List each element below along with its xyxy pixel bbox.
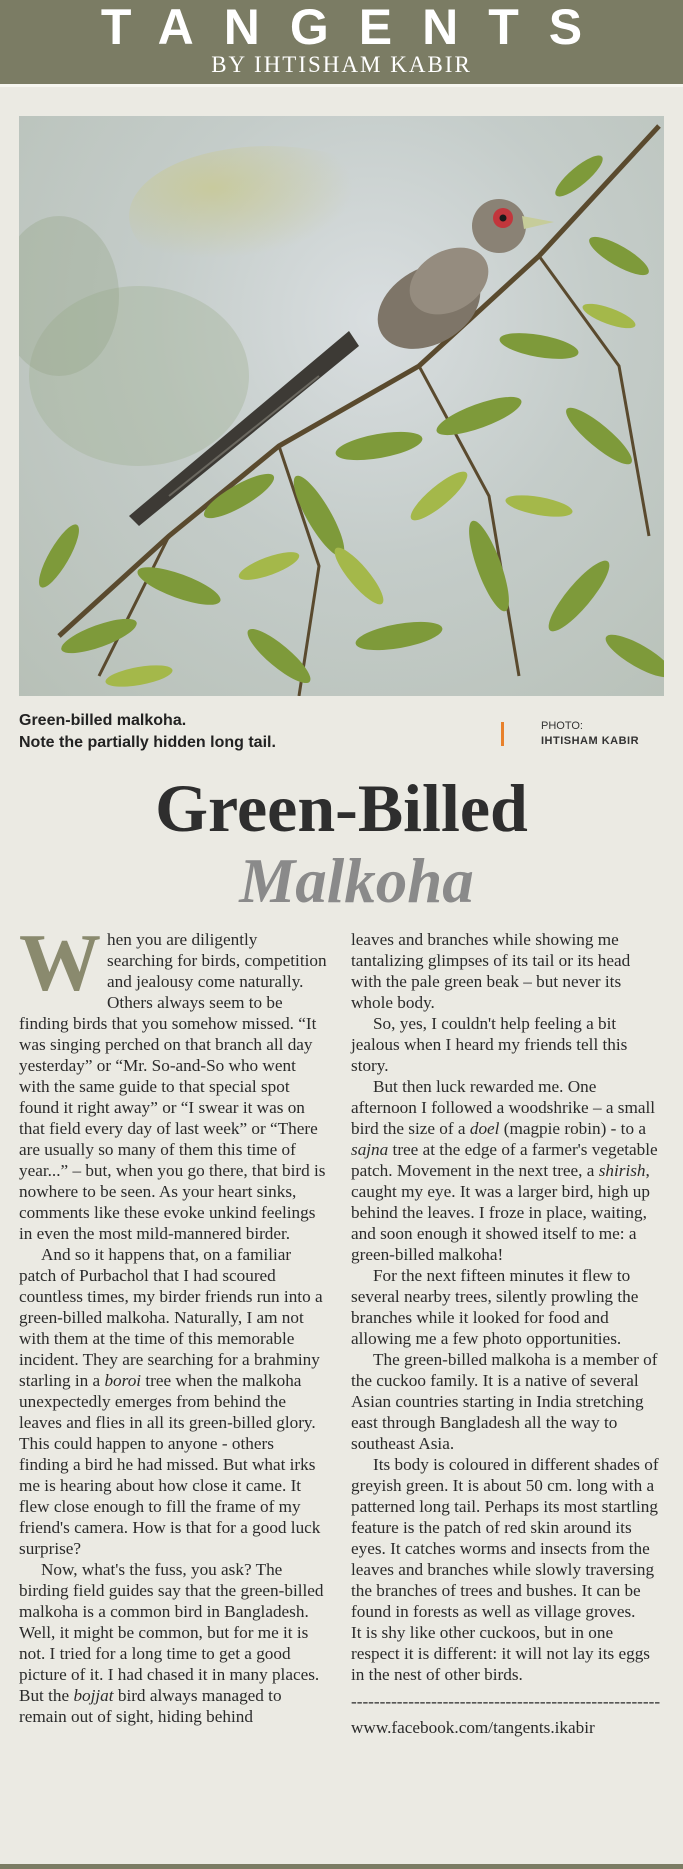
paragraph: So, yes, I couldn't help feeling a bit jealous when I heard my friends tell this story. bbox=[351, 1014, 628, 1075]
article-title: Green-Billed bbox=[155, 770, 528, 846]
paragraph: When you are diligently searching for birds, competition and jealousy come naturally. Others always seem to be finding birds that you somehow missed. “It was singing perched on that branch all day yesterday” or “Mr. So-and-So who went with the same guide to that special spot found it right away” or “I swear it was on that field every day of last week” or “There are usually so many of them this time of year...” – but, when you go there, that bird is nowhere to be seen. As your heart sinks, comments like these evoke unkind feelings in even the most mild-mannered birder. bbox=[19, 917, 327, 1243]
footer-bar bbox=[0, 1864, 683, 1869]
caption-line-1: Green-billed malkoha. bbox=[19, 712, 187, 729]
paragraph: It is shy like other cuckoos, but in one respect it is different: it will not lay its eggs in the nest of other birds. bbox=[351, 1623, 650, 1684]
paragraph: leaves and branches while showing me tantalizing glimpses of its tail or its head with the pale green beak – but never its whole body. bbox=[351, 930, 631, 1012]
paragraph: Now, what's the fuss, you ask? The birding field guides say that the green-billed malkoha is a common bird in Bangladesh. Well, it might be common, but for me it is not. I tried for a long time to get a good picture of it. I had chased it in many places. But the bojjat bird always managed to remain out of sight, hiding behind bbox=[19, 1560, 324, 1726]
paragraph: And so it happens that, on a familiar patch of Purbachol that I had scoured countless times, my birder friends run into a green-billed malkoha. Naturally, I am not with them at the time of this memorable incident. They are searching for a brahminy starling in a boroi tree when the malkoha unexpectedly emerges from behind the leaves and flies in all its green-billed glory. This could happen to anyone - others finding a bird he had missed. But what irks me is hearing about how close it came. It flew close enough to fill the frame of my friend's camera. How is that for a good luck surprise? bbox=[19, 1245, 323, 1558]
paragraph: But then luck rewarded me. One afternoon I followed a woodshrike – a small bird the size of a doel (magpie robin) - to a sajna tree at the edge of a farmer's vegetable patch. Movement in the next tree, a shirish, caught my eye. It was a larger bird, high up behind the leaves. I froze in place, waiting, and soon enough it showed itself to me: a green-billed malkoha! bbox=[351, 1077, 658, 1264]
divider-dashes: ------------------------------------------------------ bbox=[351, 1692, 661, 1711]
column-title: TANGENTS bbox=[100, 0, 613, 55]
drop-cap: W bbox=[19, 917, 101, 1008]
paragraph: The green-billed malkoha is a member of the cuckoo family. It is a native of several Asian countries starting in India stretching east through Bangladesh all the way to southeast Asia. bbox=[351, 1350, 658, 1453]
credit-name: IHTISHAM KABIR bbox=[541, 735, 640, 747]
photo-caption bbox=[19, 710, 459, 754]
masthead bbox=[0, 0, 683, 84]
facebook-link[interactable]: www.facebook.com/tangents.ikabir bbox=[351, 1718, 595, 1737]
bird-photo bbox=[19, 116, 664, 696]
malkoha-photo-illustration bbox=[19, 116, 664, 696]
masthead-rule bbox=[0, 84, 683, 87]
article-subtitle: Malkoha bbox=[239, 846, 474, 916]
photo-credit bbox=[541, 719, 639, 749]
credit-label: PHOTO: bbox=[541, 720, 583, 732]
credit-accent-bar bbox=[501, 722, 504, 746]
paragraph: For the next fifteen minutes it flew to several nearby trees, silently prowling the branches while it looked for food and allowing me a few photo opportunities. bbox=[351, 1266, 639, 1348]
caption-line-2: Note the partially hidden long tail. bbox=[19, 734, 276, 751]
column-byline: BY IHTISHAM KABIR bbox=[211, 52, 472, 77]
article-column-left bbox=[19, 917, 327, 1727]
article-column-right bbox=[351, 929, 663, 1738]
paragraph: Its body is coloured in different shades of greyish green. It is about 50 cm. long with a patterned long tail. Perhaps its most startling feature is the patch of red skin around its eyes. It catches worms and insects from the leaves and branches while slowly traversing the branches of trees and bushes. It can be found in forests as well as village groves. bbox=[351, 1455, 659, 1621]
